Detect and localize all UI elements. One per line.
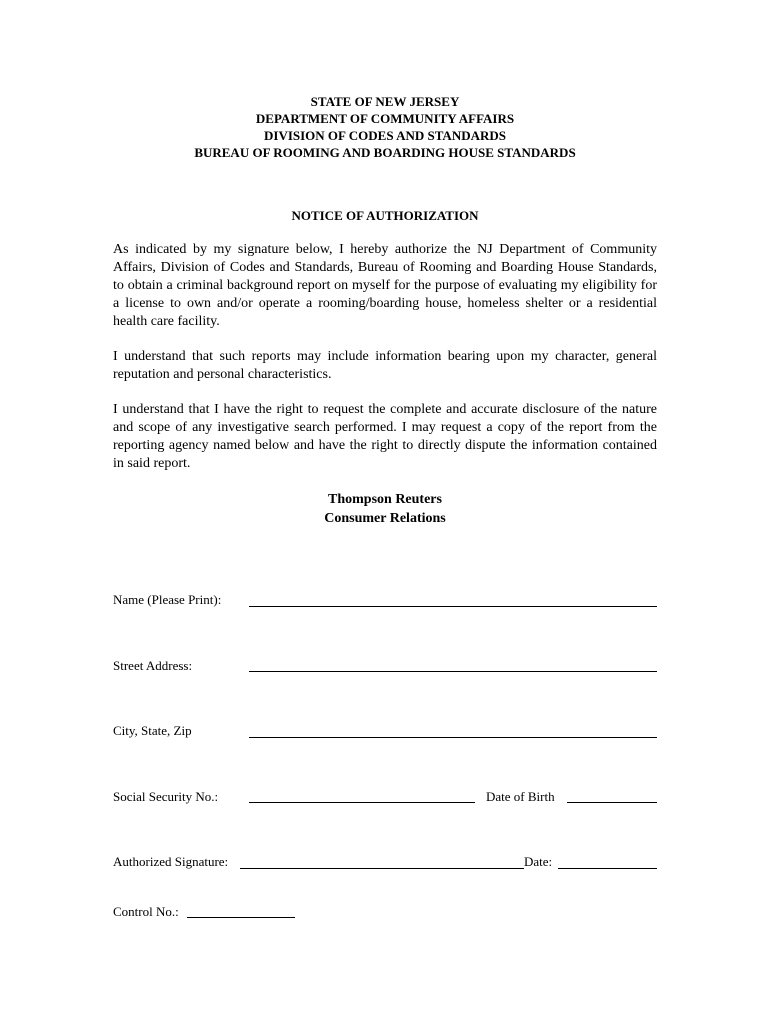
date-field-line[interactable] [558, 868, 657, 869]
name-label: Name (Please Print): [113, 592, 222, 607]
signature-field-line[interactable] [240, 868, 524, 869]
street-address-field-line[interactable] [249, 671, 657, 672]
date-of-birth-field-line[interactable] [567, 802, 657, 803]
reporting-agency [0, 490, 770, 528]
understanding-paragraph: I understand that such reports may include information bearing upon my character, general reputation and personal characteristics. [113, 349, 657, 382]
document-header [0, 93, 770, 161]
street-address-label: Street Address: [113, 658, 193, 673]
city-state-zip-field-line[interactable] [249, 737, 657, 738]
ssn-field-line[interactable] [249, 802, 475, 803]
agency-department: Consumer Relations [324, 511, 446, 526]
city-state-zip-label: City, State, Zip [113, 723, 192, 738]
name-field-line[interactable] [249, 606, 657, 607]
header-bureau: BUREAU OF ROOMING AND BOARDING HOUSE STANDARDS [194, 145, 576, 160]
control-number-label: Control No.: [113, 904, 179, 919]
notice-title: NOTICE OF AUTHORIZATION [291, 208, 479, 223]
authorized-signature-label: Authorized Signature: [113, 854, 229, 869]
header-division: DIVISION OF CODES AND STANDARDS [264, 128, 506, 143]
authorization-paragraph: As indicated by my signature below, I hereby authorize the NJ Department of Community Affairs, Division of Codes and Standards, Bureau of Rooming and Boarding House Standards, to obtain a criminal background report on myself for the purpose of evaluating my eligibility for a license to own and/or operate a rooming/boarding house, homeless shelter or a residential health care facility. [113, 242, 657, 329]
date-label: Date: [524, 854, 553, 869]
date-of-birth-label: Date of Birth [486, 789, 555, 804]
control-number-field-line[interactable] [187, 917, 295, 918]
header-department: DEPARTMENT OF COMMUNITY AFFAIRS [255, 111, 515, 126]
disclosure-rights-paragraph: I understand that I have the right to request the complete and accurate disclosure of the nature and scope of any investigative search performed. I may request a copy of the report from the reporting agency named below and have the right to directly dispute the information contained in said report. [113, 402, 657, 471]
header-state: STATE OF NEW JERSEY [310, 94, 460, 109]
agency-name: Thompson Reuters [328, 492, 442, 507]
ssn-label: Social Security No.: [113, 789, 219, 804]
